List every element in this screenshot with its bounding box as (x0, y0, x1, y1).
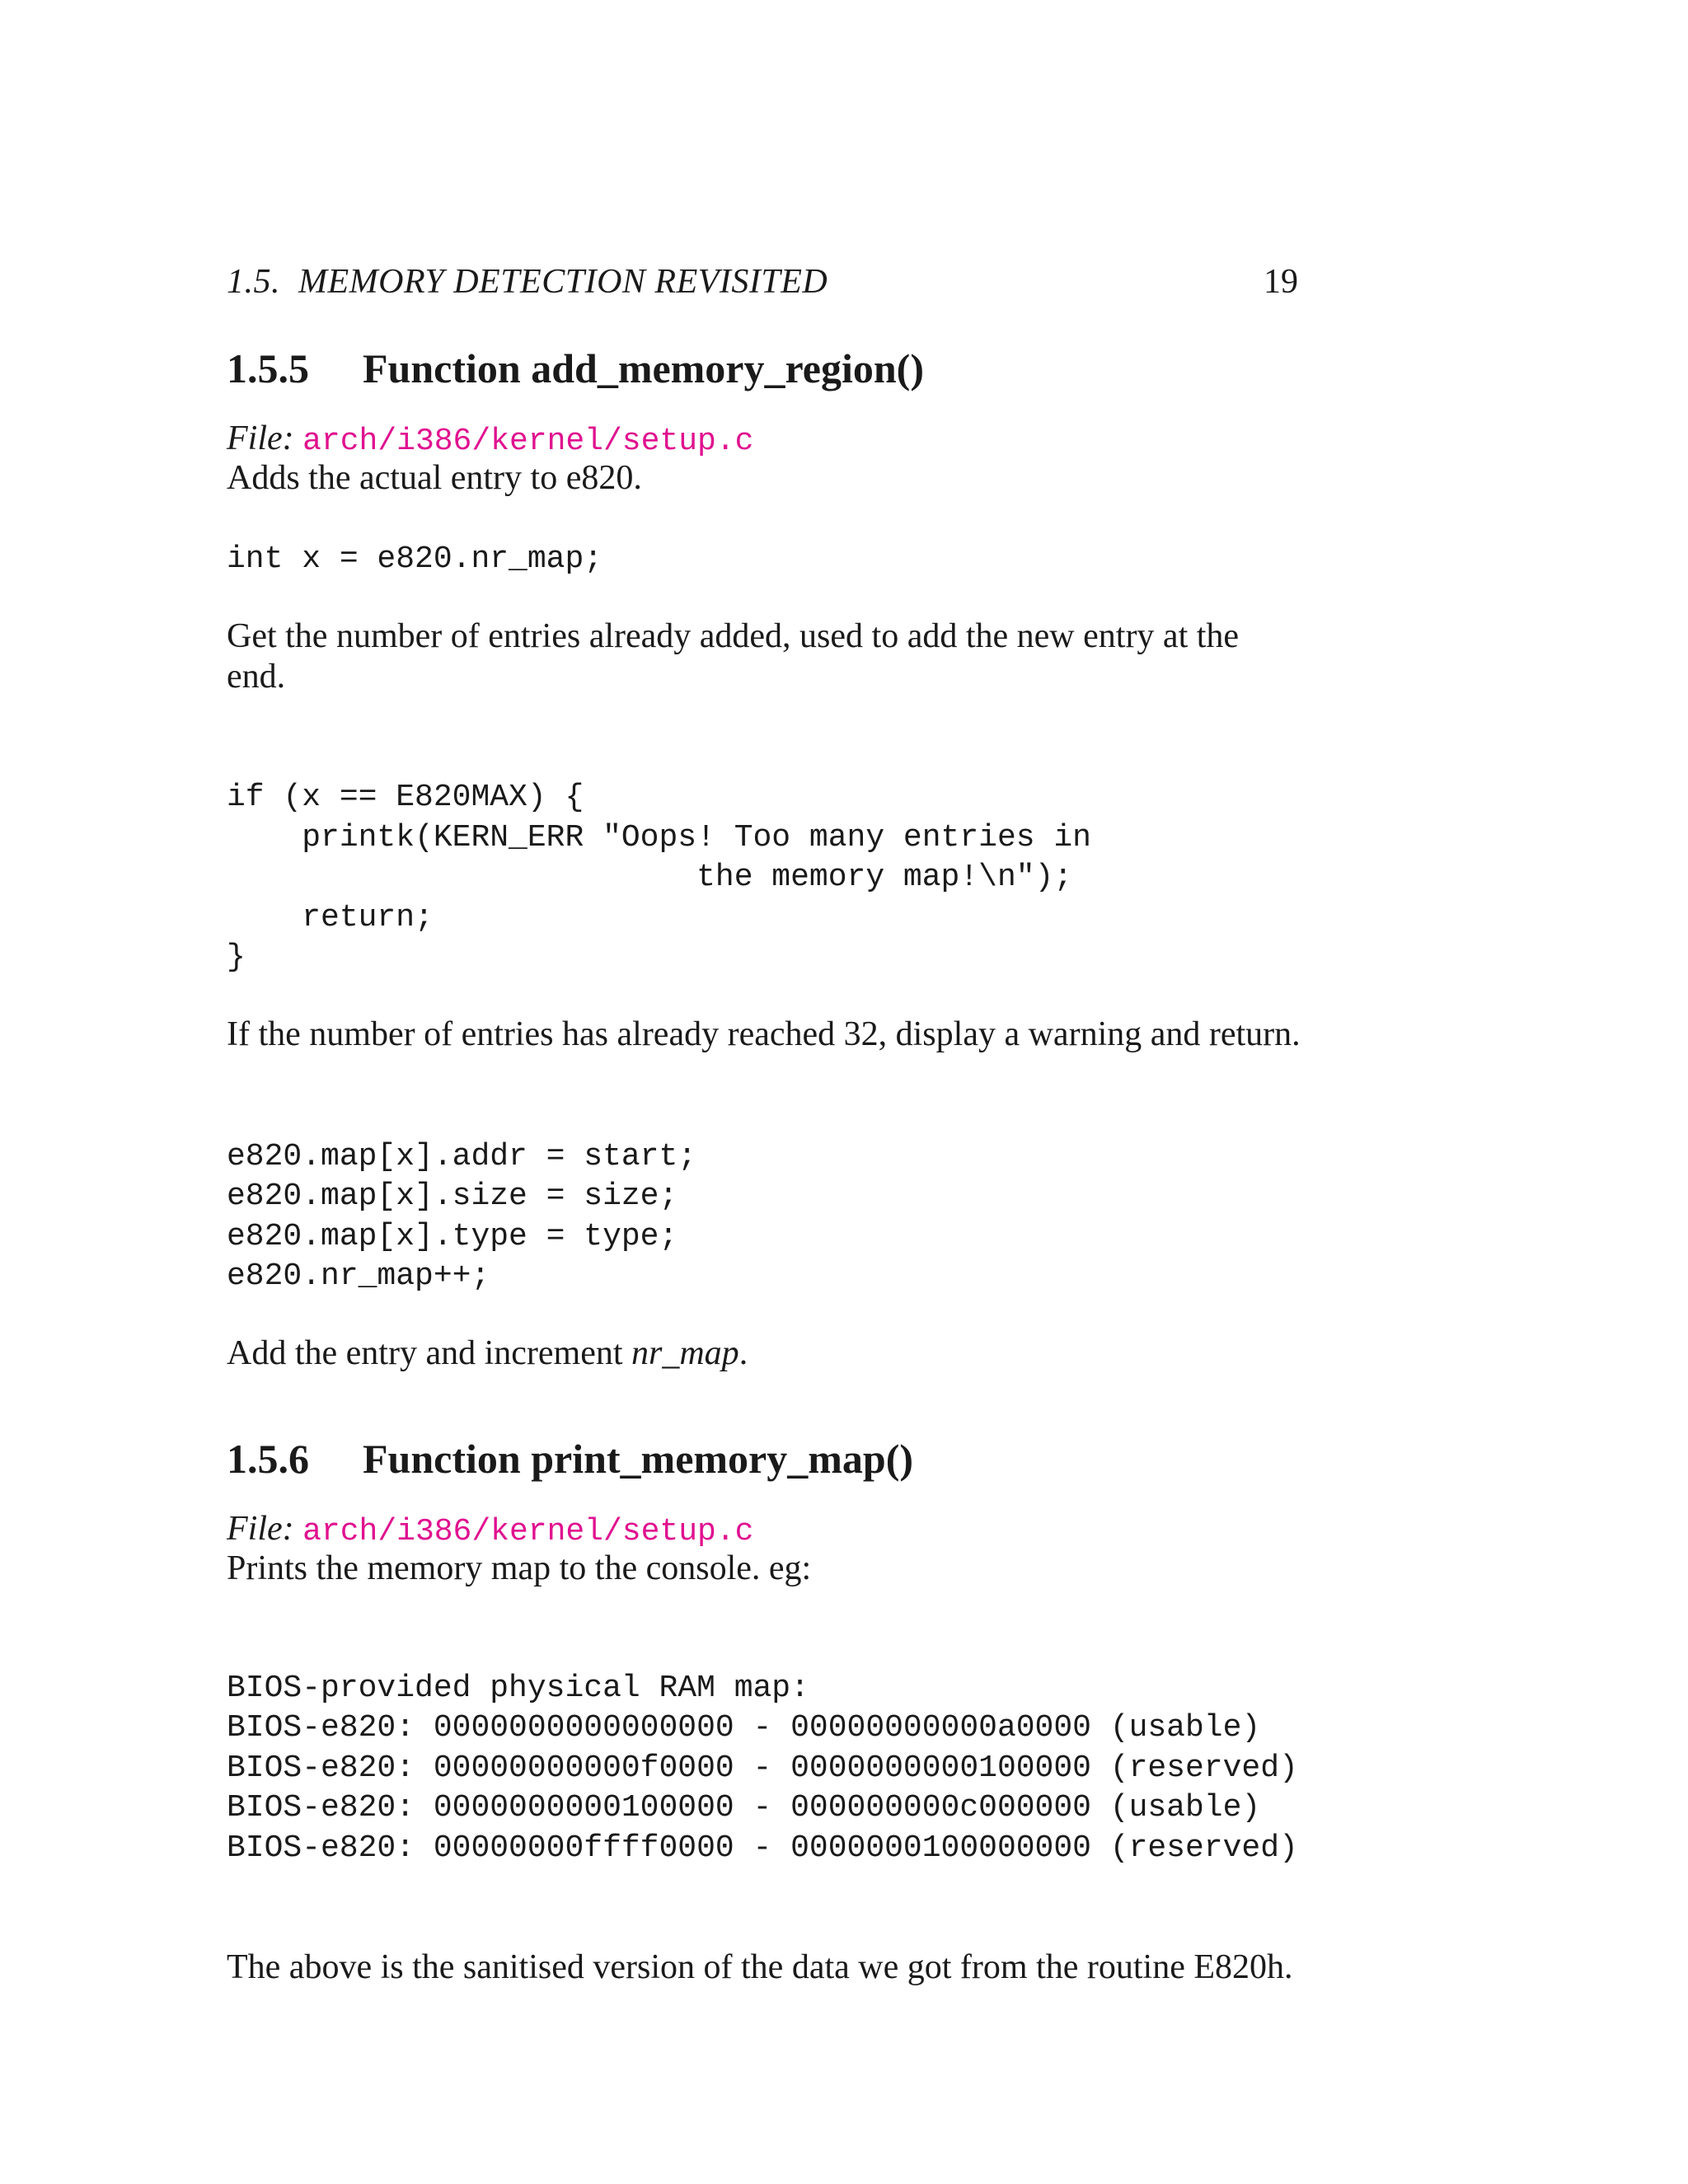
italic-identifier: nr_map (631, 1334, 739, 1372)
code-line: return; (227, 900, 434, 935)
code-line: e820.nr_map++; (227, 1258, 490, 1294)
section-heading-1-5-5 (227, 344, 924, 392)
running-header-title: 1.5. MEMORY DETECTION REVISITED (227, 263, 828, 301)
file-path-link[interactable]: arch/i386/kernel/setup.c (302, 424, 754, 459)
section-title: Function add_memory_region() (363, 345, 924, 391)
paragraph-line (227, 1333, 748, 1374)
code-line: BIOS-provided physical RAM map: (227, 1671, 809, 1706)
paragraph-line: The above is the sanitised version of the data we got from the routine E820h. (227, 1948, 1293, 1986)
code-line: e820.map[x].type = type; (227, 1219, 678, 1254)
file-line (227, 419, 753, 462)
paragraph-line: If the number of entries has already reached 32, display a warning and return. (227, 1015, 1301, 1053)
page-number: 19 (1264, 263, 1298, 301)
file-label: File: (227, 419, 294, 457)
text-fragment: . (738, 1334, 748, 1372)
code-line: BIOS-e820: 00000000000f0000 - 0000000000100000 (reserved) (227, 1750, 1298, 1786)
file-path-link[interactable]: arch/i386/kernel/setup.c (302, 1514, 754, 1549)
code-line: BIOS-e820: 0000000000000000 - 00000000000a0000 (usable) (227, 1710, 1261, 1746)
section-number: 1.5.5 (227, 345, 309, 391)
code-line: if (x == E820MAX) { (227, 780, 584, 815)
code-line: } (227, 940, 246, 975)
code-line: printk(KERN_ERR "Oops! Too many entries in (227, 820, 1091, 855)
section-intro: Adds the actual entry to e820. (227, 459, 642, 497)
section-heading-1-5-6 (227, 1435, 913, 1483)
paragraph-line: end. (227, 658, 286, 696)
section-number: 1.5.6 (227, 1436, 309, 1482)
code-line: BIOS-e820: 00000000ffff0000 - 0000000100000000 (reserved) (227, 1830, 1298, 1866)
code-line: int x = e820.nr_map; (227, 541, 603, 577)
code-line: e820.map[x].addr = start; (227, 1139, 697, 1174)
section-title: Function print_memory_map() (363, 1436, 913, 1482)
code-line: BIOS-e820: 0000000000100000 - 000000000c000000 (usable) (227, 1790, 1261, 1825)
text-fragment: Add the entry and increment (227, 1334, 631, 1372)
code-line: the memory map!\n"); (227, 860, 1073, 895)
file-line (227, 1509, 753, 1552)
section-intro: Prints the memory map to the console. eg: (227, 1549, 812, 1587)
paragraph-line: Get the number of entries already added, used to add the new entry at the (227, 617, 1240, 655)
code-line: e820.map[x].size = size; (227, 1179, 678, 1214)
file-label: File: (227, 1510, 294, 1548)
